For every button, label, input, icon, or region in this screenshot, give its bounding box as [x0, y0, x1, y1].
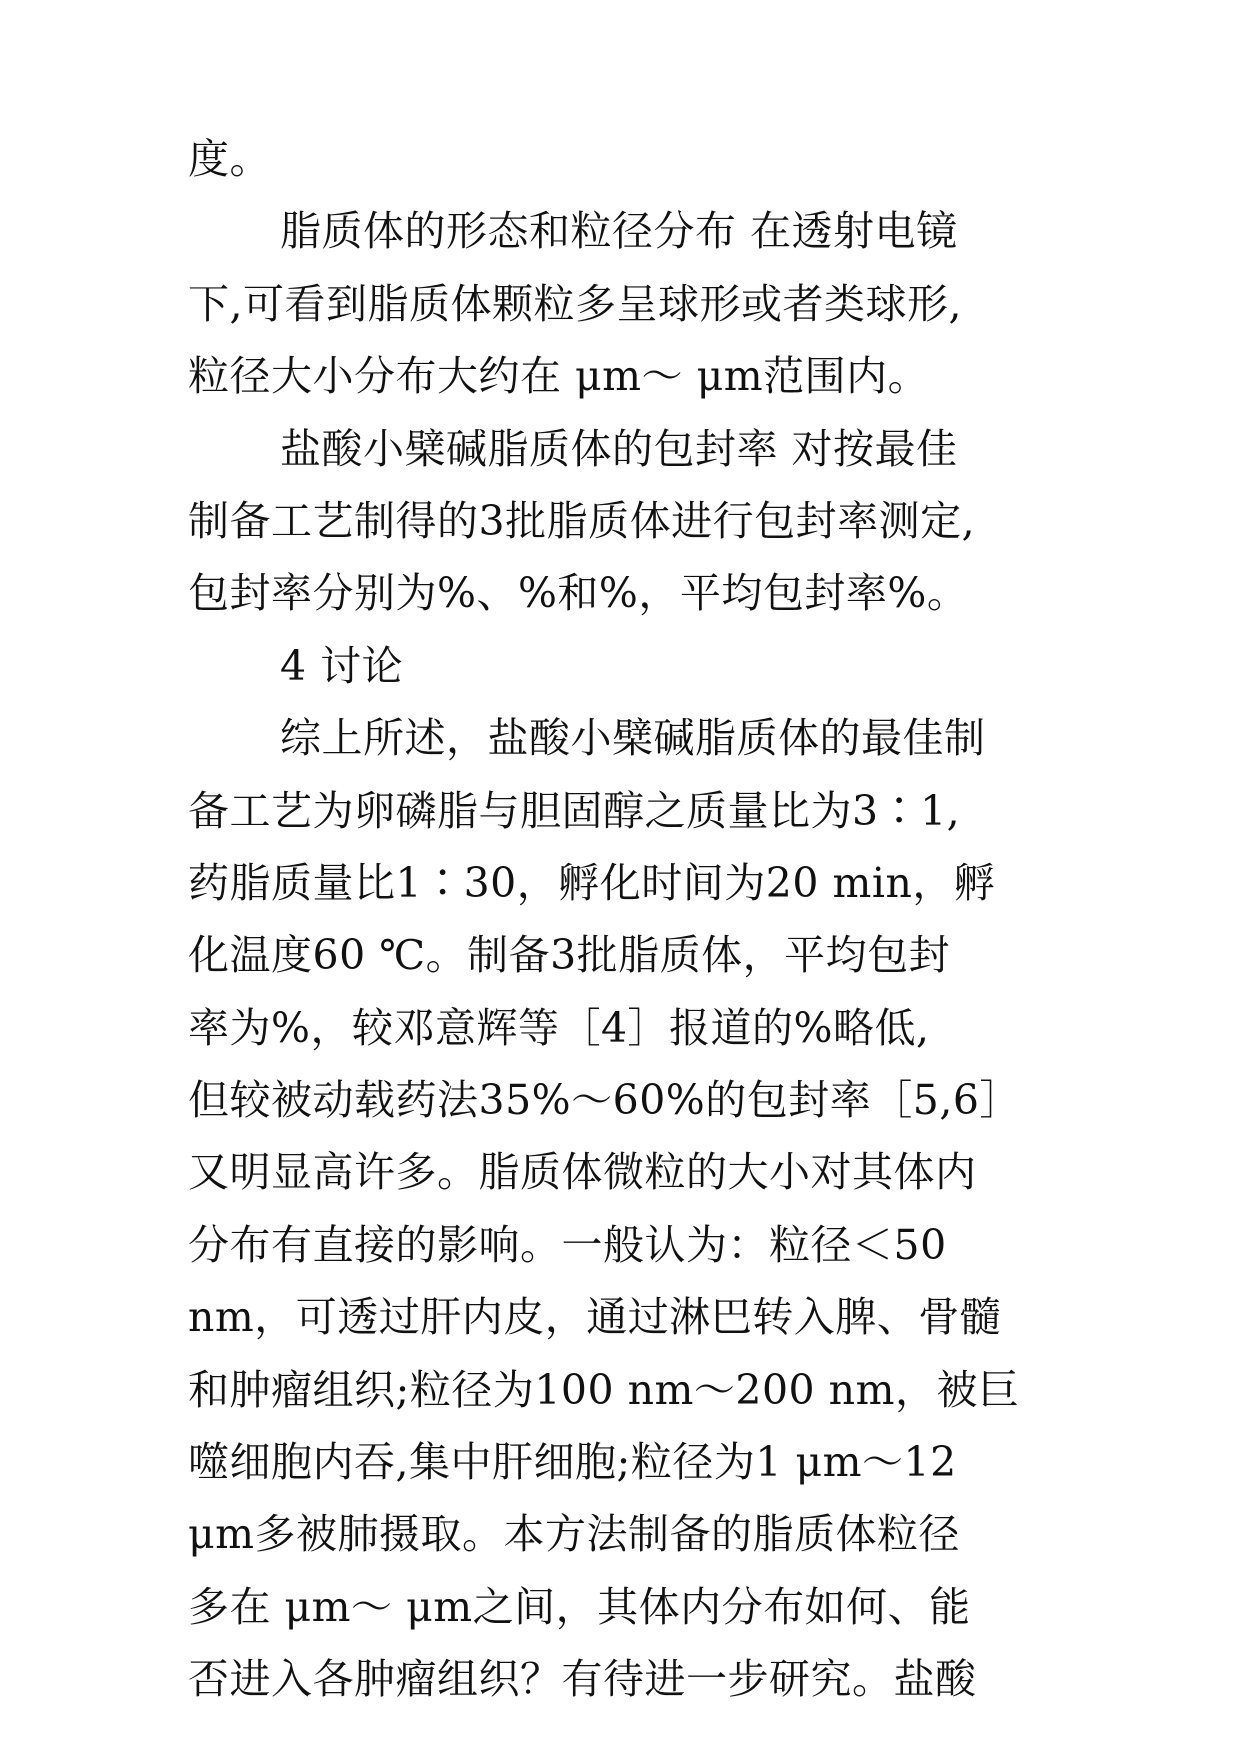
- text-line: 包封率分别为%、%和%，平均包封率%。: [188, 569, 969, 618]
- section-heading-liposome-morphology: 脂质体的形态和粒径分布 在透射电镜: [280, 207, 958, 256]
- text-line: 备工艺为卵磷脂与胆固醇之质量比为3∶1,: [188, 786, 961, 835]
- text-line: 粒径大小分布大约在 μm～ μm范围内。: [188, 352, 930, 401]
- text-line: 药脂质量比1∶30，孵化时间为20 min，孵: [188, 858, 996, 907]
- text-line: 分布有直接的影响。一般认为：粒径＜50: [188, 1220, 947, 1269]
- text-line: 否进入各肿瘤组织？有待进一步研究。盐酸: [188, 1655, 977, 1704]
- text-line: 又明显高许多。脂质体微粒的大小对其体内: [188, 1148, 977, 1197]
- text-line: 化温度60 ℃。制备3批脂质体，平均包封: [188, 931, 951, 980]
- text-line: 和肿瘤组织;粒径为100 nm～200 nm，被巨: [188, 1365, 1020, 1414]
- body-text: [188, 123, 1118, 1716]
- paragraph-start: 综上所述，盐酸小檗碱脂质体的最佳制: [280, 714, 986, 763]
- text-line: 制备工艺制得的3批脂质体进行包封率测定,: [188, 496, 976, 545]
- text-line: 噬细胞内吞,集中肝细胞;粒径为1 μm～12: [188, 1438, 957, 1487]
- text-line: μm多被肺摄取。本方法制备的脂质体粒径: [188, 1510, 961, 1559]
- text-line: 但较被动载药法35%～60%的包封率［5,6］: [188, 1076, 1021, 1125]
- text-line: 率为%，较邓意辉等［4］报道的%略低,: [188, 1003, 930, 1052]
- text-line: 度。: [188, 135, 271, 183]
- section-heading-encapsulation-rate: 盐酸小檗碱脂质体的包封率 对按最佳: [280, 424, 958, 473]
- section-heading-discussion: 4 讨论: [280, 641, 404, 690]
- text-line: nm，可透过肝内皮，通过淋巴转入脾、骨髓: [188, 1293, 1002, 1342]
- text-line: 下,可看到脂质体颗粒多呈球形或者类球形,: [188, 279, 963, 328]
- text-line: 多在 μm～ μm之间，其体内分布如何、能: [188, 1582, 971, 1631]
